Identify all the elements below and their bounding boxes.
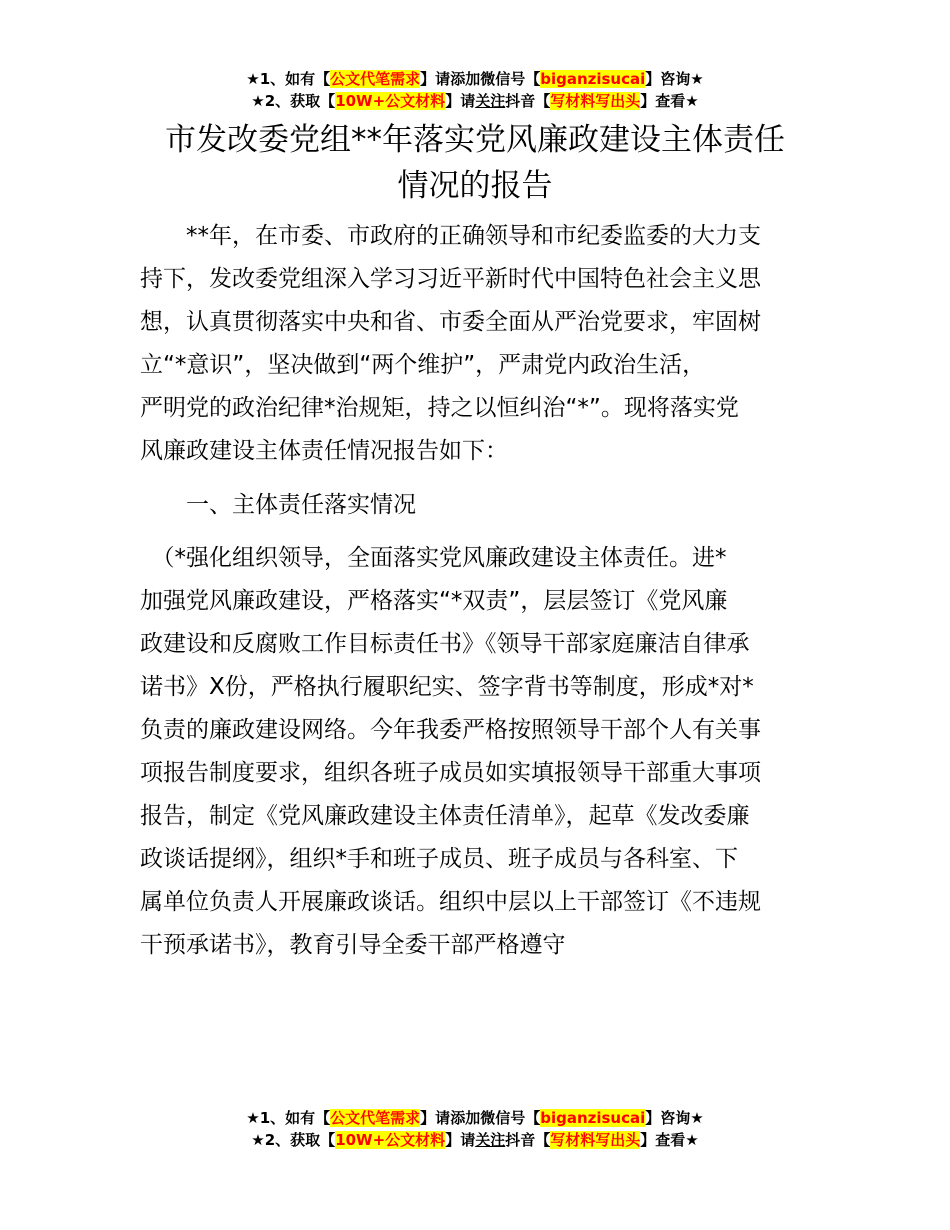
promo-text: 微信号【 (480, 70, 541, 88)
promo-highlight: 写材料写出头 (550, 92, 641, 110)
text-line: 项报告制度要求，组织各班子成员如实填报领导干部重大事项 (140, 760, 761, 786)
body-paragraph (140, 537, 820, 967)
promo-text: 】请 (420, 70, 451, 88)
promo-line-1 (0, 68, 950, 90)
text-line: 诺书》X份，严格执行履职纪实、签字背书等制度，形成*对* (140, 674, 754, 700)
text-line: 持下，发改委党组深入学习习近平新时代中国特色社会主义思 (140, 266, 761, 292)
promo-highlight: 10W+公文材料 (335, 1131, 446, 1149)
title-line: 市发改委党组**年落实党风廉政建设主体责任 (165, 122, 785, 158)
promo-emphasis: 添加 (450, 1109, 481, 1127)
text-line: 严明党的政治纪律*治规矩，持之以恒纠治“*”。现将落实党 (140, 395, 739, 421)
promo-highlight: 公文代笔需求 (330, 70, 421, 88)
promo-text: 】查看★ (640, 92, 699, 110)
text-line: 政建设和反腐败工作目标责任书》《领导干部家庭廉洁自律承 (140, 631, 750, 657)
heading-text: 一、主体责任落实情况 (140, 492, 416, 518)
promo-emphasis: 添加 (450, 70, 481, 88)
promo-text: 】请 (445, 92, 476, 110)
promo-text: 】查看★ (640, 1131, 699, 1149)
promo-highlight: 写材料写出头 (550, 1131, 641, 1149)
promo-text: 抖音【 (505, 1131, 551, 1149)
promo-line-1 (0, 1107, 950, 1129)
text-line: 政谈话提纲》，组织*手和班子成员、班子成员与各科室、下 (140, 846, 738, 872)
text-line: 干预承诺书》，教育引导全委干部严格遵守 (140, 932, 566, 958)
header-promo-banner (0, 68, 950, 112)
intro-paragraph (140, 215, 820, 473)
footer-promo-banner (0, 1107, 950, 1151)
promo-highlight: biganzisucai (540, 70, 646, 88)
text-line: 加强党风廉政建设，严格落实“*双责”，层层签订《党风廉 (140, 588, 728, 614)
promo-text: 】请 (420, 1109, 451, 1127)
text-line: 立“*意识”，坚决做到“两个维护”，严肃党内政治生活， (140, 352, 706, 378)
section-heading (140, 484, 820, 527)
text-line: （*强化组织领导，全面落实党风廉政建设主体责任。进* (140, 545, 727, 571)
promo-text: ★1、如有【 (246, 1109, 331, 1127)
promo-line-2 (0, 90, 950, 112)
promo-highlight: 公文代笔需求 (330, 1109, 421, 1127)
promo-text: ★2、获取【 (251, 92, 336, 110)
promo-text: 抖音【 (505, 92, 551, 110)
promo-text: 微信号【 (480, 1109, 541, 1127)
promo-line-2 (0, 1129, 950, 1151)
text-line: 属单位负责人开展廉政谈话。组织中层以上干部签订《不违规 (140, 889, 761, 915)
promo-text: 】咨询★ (645, 1109, 704, 1127)
promo-emphasis: 关注 (475, 92, 506, 110)
promo-text: ★2、获取【 (251, 1131, 336, 1149)
promo-text: ★1、如有【 (246, 70, 331, 88)
text-line: 负责的廉政建设网络。今年我委严格按照领导干部个人有关事 (140, 717, 761, 743)
document-title (100, 117, 850, 209)
promo-text: 】请 (445, 1131, 476, 1149)
promo-highlight: biganzisucai (540, 1109, 646, 1127)
text-line: 想，认真贯彻落实中央和省、市委全面从严治党要求，牢固树 (140, 309, 761, 335)
promo-text: 】咨询★ (645, 70, 704, 88)
title-line: 情况的报告 (397, 168, 553, 204)
promo-highlight: 10W+公文材料 (335, 92, 446, 110)
text-line: 风廉政建设主体责任情况报告如下： (140, 438, 508, 464)
text-line: **年，在市委、市政府的正确领导和市纪委监委的大力支 (140, 223, 761, 249)
text-line: 报告，制定《党风廉政建设主体责任清单》，起草《发改委廉 (140, 803, 750, 829)
promo-emphasis: 关注 (475, 1131, 506, 1149)
